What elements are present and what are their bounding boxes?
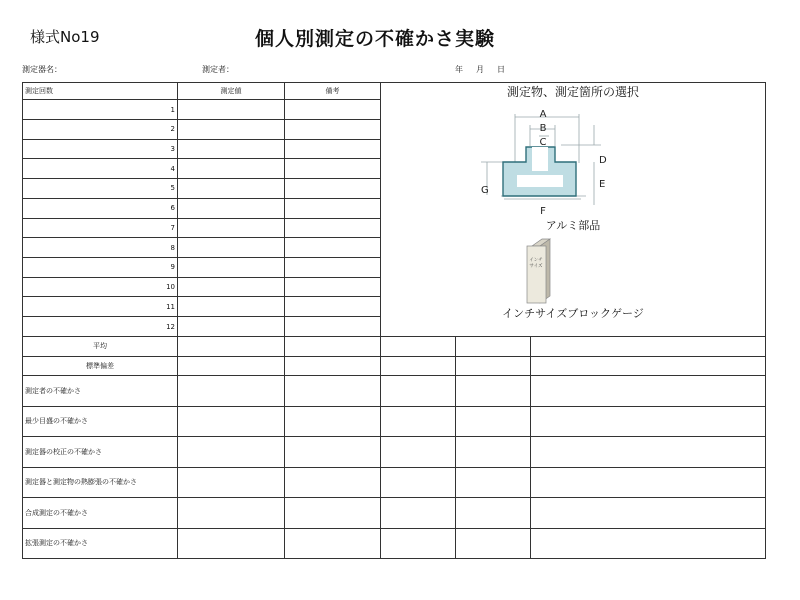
value-cell xyxy=(178,238,285,258)
value-cell xyxy=(178,119,285,139)
blank-cell xyxy=(531,356,766,376)
blank-cell xyxy=(456,467,531,498)
blank-cell xyxy=(285,467,381,498)
dim-letter-a: A xyxy=(539,109,547,120)
blank-cell xyxy=(285,498,381,529)
row-number: 5 xyxy=(23,179,178,199)
blank-cell xyxy=(531,498,766,529)
value-cell xyxy=(178,297,285,317)
measurer-label: 測定者： xyxy=(202,65,234,74)
value-cell xyxy=(178,277,285,297)
std-dev-row-label: 標準偏差 xyxy=(23,356,178,376)
value-cell xyxy=(178,257,285,277)
blank-cell xyxy=(285,528,381,559)
blank-cell xyxy=(178,406,285,437)
blank-cell xyxy=(178,376,285,407)
value-cell xyxy=(178,139,285,159)
blank-cell xyxy=(381,337,456,357)
row-number: 3 xyxy=(23,139,178,159)
inch-block-gauge xyxy=(527,239,550,303)
remarks-cell xyxy=(285,297,381,317)
uncertainty-row xyxy=(23,467,766,498)
row-number: 2 xyxy=(23,119,178,139)
dim-letter-c: C xyxy=(539,137,547,148)
dim-letter-b: B xyxy=(539,123,547,134)
figure-title: 測定物、測定箇所の選択 xyxy=(506,85,639,99)
blank-cell xyxy=(531,437,766,468)
uncertainty-label: 拡張測定の不確かさ xyxy=(23,528,178,559)
remarks-column-header: 備考 xyxy=(285,83,381,100)
date-year-label: 年 xyxy=(455,65,463,74)
uncertainty-label: 測定器の校正の不確かさ xyxy=(23,437,178,468)
remarks-cell xyxy=(285,277,381,297)
uncertainty-label: 最少目盛の不確かさ xyxy=(23,406,178,437)
blank-cell xyxy=(381,467,456,498)
row-number: 7 xyxy=(23,218,178,238)
gauge-face-text-1: インチ xyxy=(529,258,543,263)
std-dev-row xyxy=(23,356,766,376)
blank-cell xyxy=(178,356,285,376)
remarks-cell xyxy=(285,100,381,120)
instrument-name-label: 測定器名： xyxy=(22,65,62,74)
blank-cell xyxy=(178,498,285,529)
uncertainty-label: 測定者の不確かさ xyxy=(23,376,178,407)
measurement-table xyxy=(22,82,766,559)
remarks-cell xyxy=(285,238,381,258)
remarks-cell xyxy=(285,139,381,159)
value-cell xyxy=(178,218,285,238)
date-month-label: 月 xyxy=(476,65,484,74)
form-number: 様式No19 xyxy=(30,28,100,46)
blank-cell xyxy=(531,528,766,559)
gauge-face-text-2: サイズ xyxy=(529,264,543,269)
blank-cell xyxy=(285,376,381,407)
uncertainty-row xyxy=(23,498,766,529)
figure-drawing xyxy=(381,83,765,336)
value-cell xyxy=(178,159,285,179)
value-cell xyxy=(178,198,285,218)
table-header-row xyxy=(23,83,766,100)
row-number: 12 xyxy=(23,317,178,337)
uncertainty-row xyxy=(23,528,766,559)
blank-cell xyxy=(456,498,531,529)
blank-cell xyxy=(381,498,456,529)
row-number: 1 xyxy=(23,100,178,120)
blank-cell xyxy=(381,376,456,407)
page-title: 個人別測定の不確かさ実験 xyxy=(255,28,496,50)
remarks-cell xyxy=(285,159,381,179)
dim-letter-g: G xyxy=(481,185,489,196)
uncertainty-row xyxy=(23,437,766,468)
blank-cell xyxy=(456,406,531,437)
blank-cell xyxy=(285,337,381,357)
remarks-cell xyxy=(285,257,381,277)
count-column-header: 測定回数 xyxy=(23,83,178,100)
row-number: 9 xyxy=(23,257,178,277)
remarks-cell xyxy=(285,119,381,139)
figure-area xyxy=(381,83,766,337)
uncertainty-row xyxy=(23,376,766,407)
remarks-cell xyxy=(285,179,381,199)
row-number: 4 xyxy=(23,159,178,179)
row-number: 8 xyxy=(23,238,178,258)
blank-cell xyxy=(285,437,381,468)
blank-cell xyxy=(456,437,531,468)
blank-cell xyxy=(456,528,531,559)
aluminium-part-slot xyxy=(532,147,548,171)
value-cell xyxy=(178,317,285,337)
uncertainty-label: 合成測定の不確かさ xyxy=(23,498,178,529)
row-number: 6 xyxy=(23,198,178,218)
remarks-cell xyxy=(285,218,381,238)
blank-cell xyxy=(456,337,531,357)
blank-cell xyxy=(381,406,456,437)
blank-cell xyxy=(285,406,381,437)
average-row-label: 平均 xyxy=(23,337,178,357)
value-cell xyxy=(178,179,285,199)
blank-cell xyxy=(381,528,456,559)
dim-letter-e: E xyxy=(599,179,606,190)
blank-cell xyxy=(381,356,456,376)
row-number: 10 xyxy=(23,277,178,297)
dim-letter-f: F xyxy=(540,206,546,217)
blank-cell xyxy=(381,437,456,468)
uncertainty-row xyxy=(23,406,766,437)
aluminium-part-hole xyxy=(517,175,563,187)
blank-cell xyxy=(285,356,381,376)
aluminium-part-label: アルミ部品 xyxy=(545,219,601,232)
dim-letter-d: D xyxy=(599,155,607,166)
row-number: 11 xyxy=(23,297,178,317)
blank-cell xyxy=(531,337,766,357)
blank-cell xyxy=(178,528,285,559)
blank-cell xyxy=(531,406,766,437)
average-row xyxy=(23,337,766,357)
blank-cell xyxy=(531,467,766,498)
blank-cell xyxy=(178,337,285,357)
value-cell xyxy=(178,100,285,120)
blank-cell xyxy=(456,356,531,376)
blank-cell xyxy=(531,376,766,407)
value-column-header: 測定値 xyxy=(178,83,285,100)
blank-cell xyxy=(178,467,285,498)
blank-cell xyxy=(456,376,531,407)
inch-gauge-label: インチサイズブロックゲージ xyxy=(502,307,644,320)
date-day-label: 日 xyxy=(497,65,505,74)
uncertainty-label: 測定器と測定物の熱膨張の不確かさ xyxy=(23,467,178,498)
remarks-cell xyxy=(285,198,381,218)
blank-cell xyxy=(178,437,285,468)
remarks-cell xyxy=(285,317,381,337)
